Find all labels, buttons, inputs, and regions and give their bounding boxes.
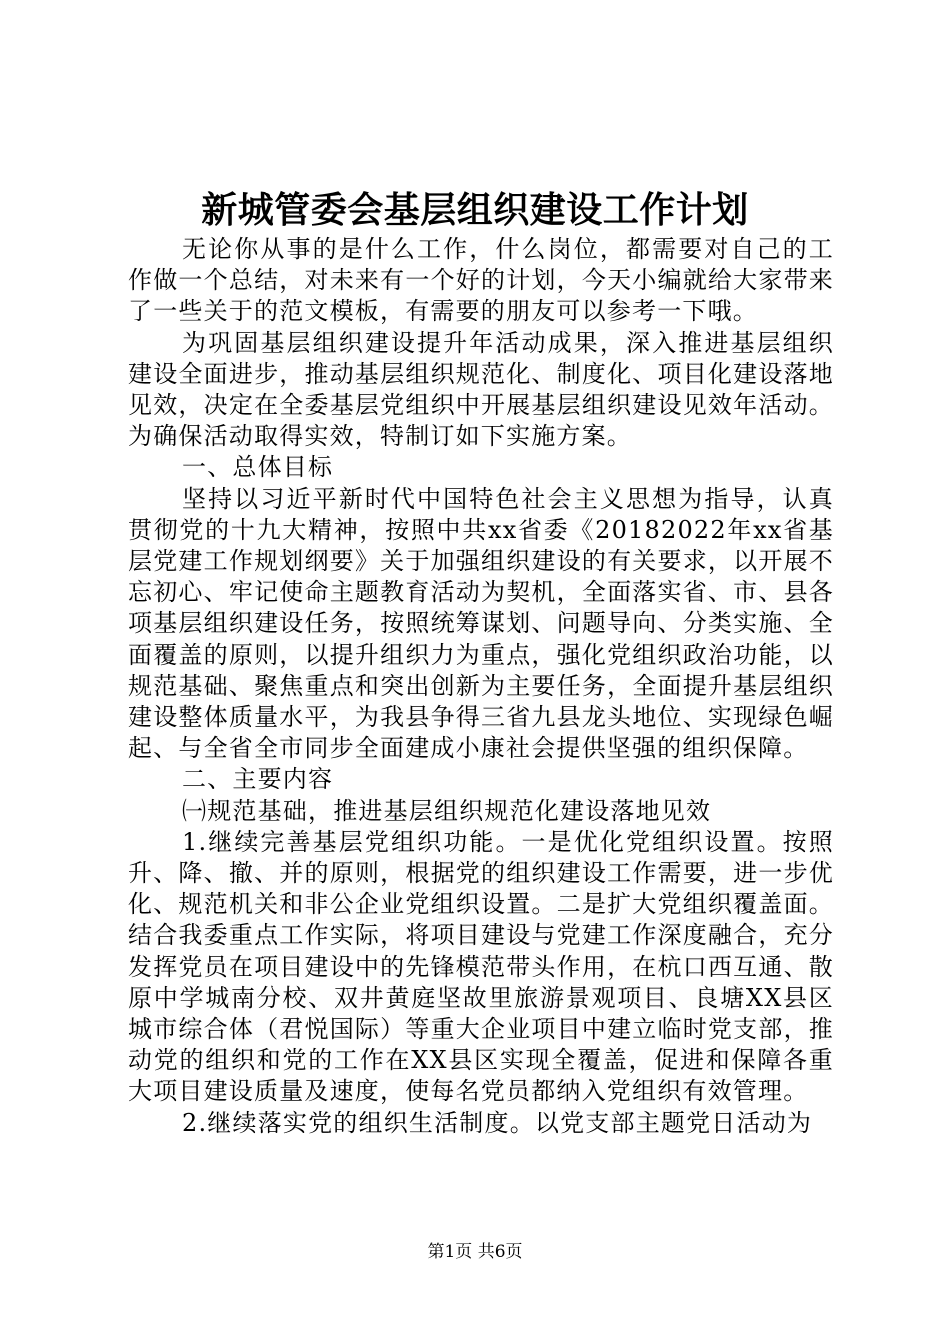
subsection-heading: ㈠规范基础，推进基层组织规范化建设落地见效 bbox=[182, 796, 712, 825]
intro-paragraph: 无论你从事的是什么工作，什么岗位，都需要对自己的工作做一个总结，对未来有一个好的计划，今天小编就给大家带来了一些关于的范文模板，有需要的朋友可以参考一下哦。 bbox=[128, 235, 834, 326]
document-title: 新城管委会基层组织建设工作计划 bbox=[201, 189, 749, 231]
section-heading-goals: 一、总体目标 bbox=[182, 453, 334, 482]
document-body bbox=[128, 234, 834, 1139]
purpose-paragraph: 为巩固基层组织建设提升年活动成果，深入推进基层组织建设全面进步，推动基层组织规范化、制度化、项目化建设落地见效，决定在全委基层党组织中开展基层组织建设见效年活动。为确保活动取得实效，特制订如下实施方案。 bbox=[128, 328, 834, 451]
goals-paragraph: 坚持以习近平新时代中国特色社会主义思想为指导，认真贯彻党的十九大精神，按照中共xx省委《20182022年xx省基层党建工作规划纲要》关于加强组织建设的有关要求，以开展不忘初心、牢记使命主题教育活动为契机，全面落实省、市、县各项基层组织建设任务，按照统筹谋划、问题导向、分类实施、全面覆盖的原则，以提升组织力为重点，强化党组织政治功能，以规范基础、聚焦重点和突出创新为主要任务，全面提升基层组织建设整体质量水平，为我县争得三省九县龙头地位、实现绿色崛起、与全省全市同步全面建成小康社会提供坚强的组织保障。 bbox=[128, 484, 834, 763]
item-1-paragraph: 1.继续完善基层党组织功能。一是优化党组织设置。按照升、降、撤、并的原则，根据党的组织建设工作需要，进一步优化、规范机关和非公企业党组织设置。二是扩大党组织覆盖面。结合我委重点工作实际，将项目建设与党建工作深度融合，充分发挥党员在项目建设中的先锋模范带头作用，在杭口西互通、散原中学城南分校、双井黄庭坚故里旅游景观项目、良塘XX县区城市综合体（君悦国际）等重大企业项目中建立临时党支部，推动党的组织和党的工作在XX县区实现全覆盖，促进和保障各重大项目建设质量及速度，使每名党员都纳入党组织有效管理。 bbox=[128, 827, 834, 1106]
section-heading-content: 二、主要内容 bbox=[182, 765, 334, 794]
page-footer: 第1页 共6页 bbox=[427, 1242, 523, 1262]
item-2-paragraph: 2.继续落实党的组织生活制度。以党支部主题党日活动为 bbox=[182, 1108, 813, 1137]
